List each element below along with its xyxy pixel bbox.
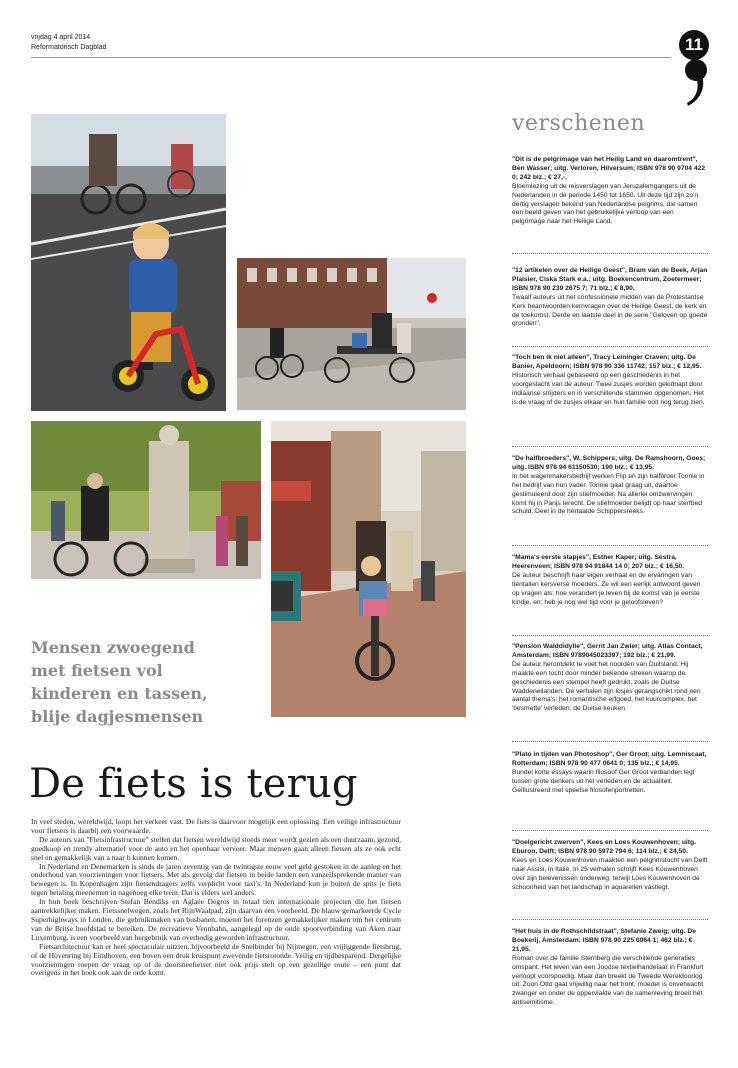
sidebar-title: verschenen — [512, 111, 646, 136]
book-bibliographic: "12 artikelen over de Heilige Geest", Bram van de Beek, Arjan Plaisier, Ciska Stark e.a.; uitg. Boekencentrum, Zoetermeer; ISBN 978 90 239 2675 7; 71 blz.; € 8,90. — [512, 267, 708, 292]
separator — [512, 545, 708, 546]
separator — [512, 253, 708, 254]
article-paragraph: Fietsarchitectuur kan er heel spectaculair uitzien, bijvoorbeeld de Snelbinder bij Nijmegen, een vrijliggende fietsbrug, of de Hovenring bij Eindhoven, een boven een druk kruispunt zwevende fietsrotonde. Veilig en tijdbesparend. Dergelijke voorzieningen roepen de vraag op of de doorsneefietser niet ook prijs stelt op een gezellige route – een punt dat overigens in het boek ook aan de orde komt. — [31, 941, 401, 978]
book-bibliographic: "Plato in tijden van Photoshop", Ger Groot; uitg. Lemniscaat, Rotterdam; ISBN 978 90 477 0641 0; 135 blz.; € 14,95. — [512, 751, 707, 767]
book-description: Twaalf auteurs uit het confessionele midden van de Protestantse Kerk beantwoorden kernvragen over de Heilige Geest, de kerk en de toekomst. Derde en laatste deel in de serie "Geloven op goede gronden". — [512, 293, 708, 328]
separator — [512, 919, 708, 920]
book-bibliographic: "Toch ben ik niet alleen", Tracy Leininger Craven; uitg. De Banier, Apeldoorn; ISBN 978 90 336 11742; 157 blz.; € 12,95. — [512, 354, 702, 370]
masthead — [31, 33, 106, 53]
book-description: Roman over de familie Sternberg die verschillende generaties omspant. Het leven van een Joodse textielhandelaar in Frankfurt verloopt voorspoedig. Maar dan breekt de Tweede Wereldoorlog uit. Zoon Otto gaat vrijwillig naar het front, moeder is onverwacht zwanger en onder de oppervlakte van de samenleving broeit het antisemitisme. — [512, 954, 704, 1007]
page-number: 11 — [679, 30, 709, 60]
book-bibliographic: "Het huis in de Rothschildstraat", Stefanie Zweig; uitg. De Boekerij, Amsterdam; ISBN 978 90 225 6964 1; 462 blz.; € 21,95. — [512, 928, 696, 953]
article-paragraph: In veel steden, wereldwijd, loopt het verkeer vast. De fiets is daarvoor mogelijk een oplossing. Een veilige infrastructuur voor fietsers is daarbij een voorwaarde. — [31, 817, 401, 835]
separator — [512, 635, 708, 636]
book-bibliographic: "Dit is de pelgrimage van het Heilig Land en daaromtrent", Ben Wasser; uitg. Verloren, Hilversum; ISBN 978 90 9704 422 0; 242 blz.; € 27,-. — [512, 156, 706, 181]
article-paragraph: De auteurs van "Fietsinfrastructuur" stellen dat fietsen wereldwijd steeds meer wordt gezien als een duurzaam, gezond, goedkoop en trendy alternatief voor de auto en het openbaar vervoer. Maar mensen gaan alleen fietsen als ze ook echt snel en gemakkelijk van a naar b kunnen komen. — [31, 834, 401, 862]
photo-woman-cycling-near-monument — [31, 421, 261, 579]
book-description: De auteur beschrijft haar eigen verhaal en de ervaringen van tientallen kersverse moeders. Ze wil een eerlijk antwoord geven op vragen als: hoe verandert je leven bij de komst van je eerste kindje, en: heb je nog wel tijd voor je geloofsleven? — [512, 571, 701, 606]
header-rule — [31, 57, 671, 58]
book-description: Kees en Loes Kouwenhoven maakten een pelgrimstocht van Delft naar Assisi, in Italië. In 25 verhalen schrijft Kees Kouwenhoven over zijn belevenissen onderweg, terwijl Loes Kouwenhoven de schoonheid van het landschap in aquarellen vastlegt. — [512, 856, 708, 891]
separator — [512, 741, 708, 742]
article-paragraph: In Nederland en Denemarken is sinds de jaren zeventig van de twintigste eeuw veel geld gestoken in de aanleg en het onderhoud van voorzieningen voor fietsers. Met als gevolg dat fietsen in beide landen een vanzelfsprekende manier van bewegen is. In Kopenhagen zijn fietsendragers zelfs verplicht voor taxi's. In Nederland kun je buiten de spits je fiets tegen betaling meenemen in nagenoeg elke trein. Dat is elders wel anders. — [31, 861, 401, 898]
book-bibliographic: "De halfbroeders", W. Schippers; uitg. De Ramshoorn, Goes; uitg. ISBN 978 94 61150530; 190 blz.; € 13,95. — [512, 455, 706, 471]
article-paragraph: In hun boek beschrijven Stefan Bendiks en Aglaée Degros in totaal tien internationale projecten die het fietsen aantrekkelijker maken. Fietssnelwegen, zoals het RijnWaalpad, zijn daarvan een voorbeeld. De blauw gemarkeerde Cycle Superhighways in Londen, die gebruikmaken van busbanen, moeten het forenzen gemakkelijker maken om het centrum van de Britse hoofdstad te bereiken. De recreatieve Vennbahn, aangelegd op de oude spoorverbinding van Aken naar Luxemburg, is een voorbeeld van hergebruik van overbodig geworden infrastructuur. — [31, 897, 401, 942]
subheadline: Mensen zwoegend met fietsen vol kinderen en tassen, blije dagjesmensen — [31, 638, 208, 726]
book-bibliographic: "Mama's eerste stapjes", Esther Kaper; uitg. Sestra, Heerenveen; ISBN 978 94 91844 14 0; 207 blz.; € 16,50. — [512, 554, 685, 570]
book-entry — [512, 643, 708, 714]
book-entry — [512, 455, 708, 517]
book-description: Historisch verhaal gebaseerd op een geschiedenis in het voorgeslacht van de auteur. Twee zusjes worden gekidnapt door indiaanse strijders en in verschillende stammen opgenomen. Het is de vraag of de zusjes elkaar en hun familie ooit nog terug zien. — [512, 371, 705, 406]
book-description: Bundel korte essays waarin filosoof Ger Groot verbanden legt tussen grote denkers uit het verleden en de actualiteit. Geïllustreerd met speelse filosofenportretten. — [512, 768, 695, 794]
book-description: In het wagenmakersbedrijf werken Flip en zijn halfbroer Tonnie in het bedrijf van hun vader. Tonnie gaat graag uit, daartoe gestimuleerd door zijn stiefmoeder. Na allerlei omzwervingen komt hij in Parijs terecht. De stiefmoeder belijdt op haar sterfbed schuld. Deel in de hertaalde Schippersreeks. — [512, 472, 705, 516]
photo-canal-street-cyclists — [237, 258, 466, 410]
comma-icon — [684, 58, 708, 108]
article-body — [31, 818, 401, 978]
book-entry — [512, 839, 708, 892]
separator — [512, 830, 708, 831]
book-entry — [512, 928, 708, 1008]
book-entry — [512, 267, 708, 329]
separator — [512, 446, 708, 447]
book-bibliographic: "Pension Walddidylle", Gerrit Jan Zwier; uitg. Atlas Contact, Amsterdam; ISBN 9789045023397; 192 blz.; € 21,99. — [512, 643, 703, 659]
separator — [512, 346, 708, 347]
book-entry — [512, 354, 708, 407]
photo-toddler-balance-bike — [31, 114, 226, 411]
book-entry — [512, 156, 708, 227]
book-bibliographic: "Doelgericht zwerven", Kees en Loes Kouwenhoven; uitg. Eburon, Delft; ISBN 978 90 5972 794 6; 114 blz.; € 24,50. — [512, 839, 696, 855]
issue-date: vrijdag 4 april 2014 — [31, 34, 91, 41]
book-entry — [512, 751, 708, 796]
photo-girl-cycling-shopping-street — [271, 421, 466, 717]
article-headline: De fiets is terug — [29, 761, 358, 807]
newspaper-name: Reformatorisch Dagblad — [31, 44, 107, 51]
book-entry — [512, 554, 708, 607]
book-description: De auteur herontdekt te voet het noorden van Duitsland. Hij maakte een tocht door minder bekende streken waarop de geschiedenis een stempel heeft gedrukt, zoals de Duitse Waddeneilanden. De verhalen zijn losjes gerangschikt rond een aantal thema's: het romantische erfgoed, het kuurcomplex, het 'besmette' verleden, de Duitse keuken. — [512, 660, 701, 713]
book-description: Bloemlezing uit de reisverslagen van Jeruzalemgangers uit de Nederlanden in de periode 1450 tot 1650. Uit deze tijd zijn zo'n dertig verslagen bekend van Nederlandse pelgrims, die samen een beeld geven van het gebruikelijke verloop van een pelgrimage naar het Heilige Land. — [512, 182, 699, 226]
